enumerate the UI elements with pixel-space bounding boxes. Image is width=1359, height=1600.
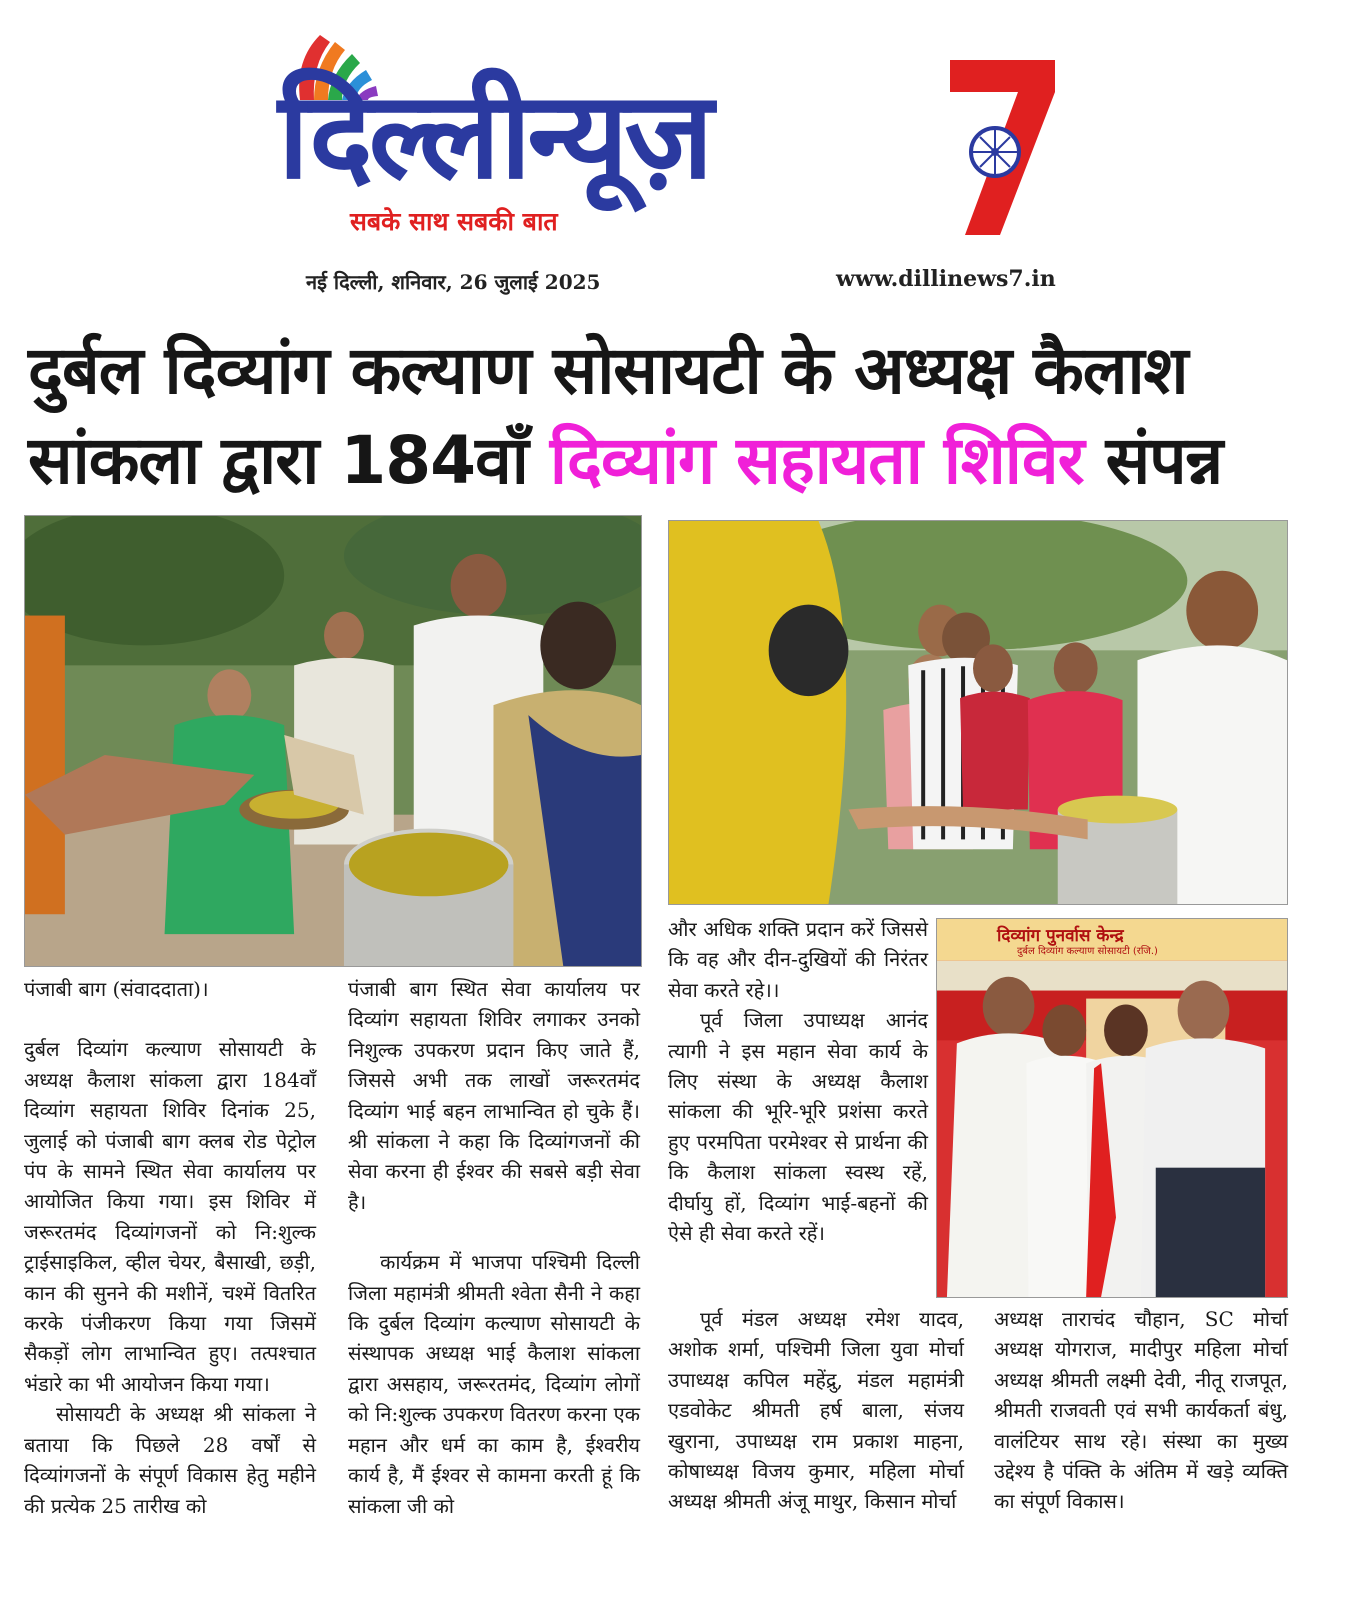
headline-highlight: दिव्यांग सहायता शिविर <box>549 422 1084 499</box>
article-paragraph: सोसायटी के अध्यक्ष श्री सांकला ने बताया कि पिछले 28 वर्षों से दिव्यांगजनों के संपूर्ण विकास हेतु महीने की प्रत्येक 25 तारीख को <box>24 1402 316 1518</box>
photo-serving-prasad <box>668 520 1288 905</box>
article-column-4 <box>994 1304 1288 1517</box>
headline-line-1: दुर्बल दिव्यांग कल्याण सोसायटी के अध्यक्ष कैलाश <box>28 332 1188 409</box>
article-paragraph: अध्यक्ष ताराचंद चौहान, SC मोर्चा अध्यक्ष योगराज, मादीपुर महिला मोर्चा अध्यक्ष श्रीमती लक्ष्मी देवी, नीतू राजपूत, श्रीमती राजवती एवं सभी कार्यकर्ता बंधु, वालंटियर साथ रहे। संस्था का मुख्य उद्देश्य है पंक्ति के अंतिम में खड़े व्यक्ति का संपूर्ण विकास। <box>994 1307 1288 1514</box>
article-column-1 <box>24 974 316 1521</box>
article-paragraph: कार्यक्रम में भाजपा पश्चिमी दिल्ली जिला महामंत्री श्रीमती श्वेता सैनी ने कहा कि दुर्बल दिव्यांग कल्याण सोसायटी के संस्थापक अध्यक्ष भाई कैलाश सांकला द्वारा असहाय, जरूरतमंद, दिव्यांग लोगों को नि:शुल्क उपकरण वितरण करना एक महान और धर्म का काम है, ईश्वरीय कार्य है, मैं ईश्वर से कामना करती हूं कि सांकला जी को <box>348 1250 640 1518</box>
article-byline: पंजाबी बाग (संवाददाता)। <box>24 977 209 1001</box>
website-link[interactable]: www.dillinews7.in <box>836 266 1056 292</box>
headline-line-2-start: सांकला द्वारा 184वाँ <box>28 422 550 499</box>
headline-line-2-end: संपन्न <box>1083 422 1223 499</box>
photo-food-distribution <box>24 515 642 967</box>
banner-subtitle: दुर्बल दिव्यांग कल्याण सोसायटी (रजि.) <box>1017 946 1158 957</box>
banner-title: दिव्यांग पुनर्वास केन्द्र <box>997 926 1124 946</box>
masthead <box>0 0 1359 310</box>
article-paragraph: दुर्बल दिव्यांग कल्याण सोसायटी के अध्यक्ष कैलाश सांकला द्वारा 184वाँ दिव्यांग सहायता शिविर दिनांक 25, जुलाई को पंजाबी बाग क्लब रोड पेट्रोल पंप के सामने स्थित सेवा कार्यालय पर आयोजित किया गया। इस शिविर में जरूरतमंद दिव्यांगजनों को नि:शुल्क ट्राईसाइकिल, व्हील चेयर, बैसाखी, छड़ी, कान की सुनने की मशीनें, चश्में वितरित करके पंजीकरण किया गया जिसमें सैकड़ों लोग लाभान्वित हुए। तत्पश्चात भंडारे का भी आयोजन किया गया। <box>24 1037 316 1396</box>
article-paragraph: और अधिक शक्ति प्रदान करें जिससे कि वह और दीन-दुखियों की निरंतर सेवा करते रहे।। <box>668 917 928 1002</box>
logo-wordmark: दिल्लीन्यूज़ <box>278 67 710 206</box>
article-column-3-top <box>668 914 928 1248</box>
article-column-2 <box>348 974 640 1521</box>
headline <box>28 326 1333 506</box>
headline-line-2 <box>28 416 1333 506</box>
dateline: नई दिल्ली, शनिवार, 26 जुलाई 2025 <box>306 270 601 294</box>
tagline: सबके साथ सबकी बात <box>350 207 558 236</box>
article-column-3-bottom <box>668 1304 964 1517</box>
logo-seven-icon <box>940 40 1060 240</box>
article-paragraph: पूर्व जिला उपाध्यक्ष आनंद त्यागी ने इस महान सेवा कार्य के लिए संस्था के अध्यक्ष कैलाश सांकला की भूरि-भूरि प्रशंसा करते हुए परमपिता परमेश्वर से प्रार्थना की कि कैलाश सांकला स्वस्थ रहें, दीर्घायु हों, दिव्यांग भाई-बहनों की ऐसे ही सेवा करते रहें। <box>668 1008 928 1246</box>
photo-rehabilitation-centre <box>936 918 1288 1298</box>
article-paragraph: पूर्व मंडल अध्यक्ष रमेश यादव, अशोक शर्मा, पश्चिमी जिला युवा मोर्चा उपाध्यक्ष कपिल महेंद्रु, मंडल महामंत्री एडवोकेट श्रीमती हर्ष बाला, संजय खुराना, उपाध्यक्ष राम प्रकाश माहना, कोषाध्यक्ष विजय कुमार, महिला मोर्चा अध्यक्ष श्रीमती अंजू माथुर, किसान मोर्चा <box>668 1307 964 1514</box>
article-paragraph: पंजाबी बाग स्थित सेवा कार्यालय पर दिव्यांग सहायता शिविर लगाकर उनको निशुल्क उपकरण प्रदान किए जाते हैं, जिससे अभी तक लाखों जरूरतमंद दिव्यांग भाई बहन लाभान्वित हो चुके हैं। श्री सांकला ने कहा कि दिव्यांगजनों की सेवा करना ही ईश्वर की सबसे बड़ी सेवा है। <box>348 977 640 1214</box>
